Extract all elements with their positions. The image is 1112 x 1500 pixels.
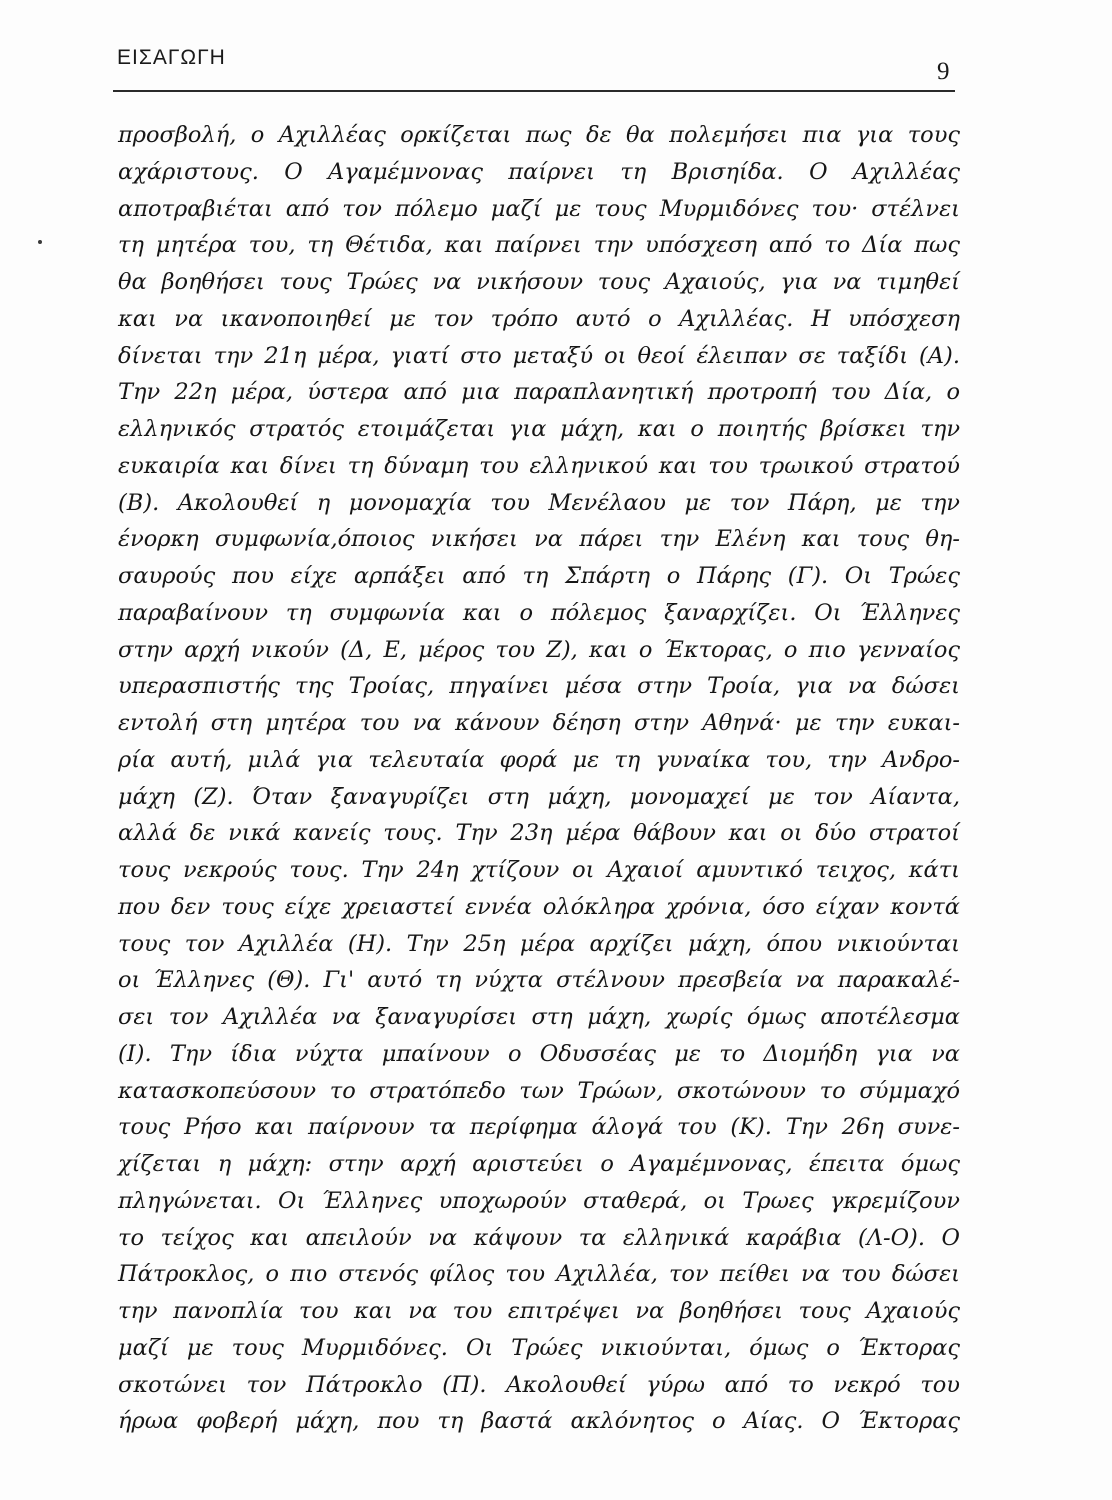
text-line: υπερασπιστής της Τροίας, πηγαίνει μέσα στην Τροία, για να δώσει	[118, 673, 960, 700]
text-line: που δεν τους είχε χρειαστεί εννέα ολόκληρα χρόνια, όσο είχαν κοντά	[118, 893, 960, 920]
text-line: κατασκοπεύσουν το στρατόπεδο των Τρώων, σκοτώνουν το σύμμαχό	[118, 1077, 960, 1104]
text-line: (Β). Ακολουθεί η μονομαχία του Μενέλαου με τον Πάρη, με την	[118, 489, 960, 516]
text-line: ένορκη συμφωνία,όποιος νικήσει να πάρει την Ελένη και τους θη-	[118, 526, 960, 553]
text-line: θα βοηθήσει τους Τρώες να νικήσουν τους Αχαιούς, για να τιμηθεί	[118, 269, 960, 295]
text-line: και να ικανοποιηθεί με τον τρόπο αυτό ο Αχιλλέας. Η υπόσχεση	[118, 305, 960, 332]
text-line: εντολή στη μητέρα του να κάνουν δέηση στην Αθηνά· με την ευκαι-	[118, 710, 960, 736]
text-line: σει τον Αχιλλέα να ξαναγυρίσει στη μάχη, χωρίς όμως αποτέλεσμα	[118, 1004, 960, 1030]
text-line: αχάριστους. Ο Αγαμέμνονας παίρνει τη Βρισηίδα. Ο Αχιλλέας	[118, 158, 960, 185]
text-line: Την 22η μέρα, ύστερα από μια παραπλανητική προτροπή του Δία, ο	[118, 379, 960, 406]
text-line: αλλά δε νικά κανείς τους. Την 23η μέρα θάβουν και οι δύο στρατοί	[118, 820, 960, 847]
text-line: σκοτώνει τον Πάτροκλο (Π). Ακολουθεί γύρω από το νεκρό του	[118, 1371, 960, 1398]
text-line: ευκαιρία και δίνει τη δύναμη του ελληνικού και του τρωικού στρατού	[118, 452, 960, 479]
text-line: οι Έλληνες (Θ). Γι' αυτό τη νύχτα στέλνουν πρεσβεία να παρακαλέ-	[118, 967, 960, 994]
text-line: το τείχος και απειλούν να κάψουν τα ελληνικά καράβια (Λ-Ο). Ο	[118, 1224, 960, 1251]
text-line: σαυρούς που είχε αρπάξει από τη Σπάρτη ο Πάρης (Γ). Οι Τρώες	[118, 563, 960, 589]
text-line: μαζί με τους Μυρμιδόνες. Οι Τρώες νικιούνται, όμως ο Έκτορας	[118, 1334, 960, 1361]
text-line: την πανοπλία του και να του επιτρέψει να βοηθήσει τους Αχαιούς	[118, 1298, 960, 1324]
text-line: μάχη (Ζ). Όταν ξαναγυρίζει στη μάχη, μονομαχεί με τον Αίαντα,	[118, 783, 960, 810]
stray-ink-dot	[38, 240, 42, 244]
body-text	[118, 117, 960, 1440]
text-line: τους νεκρούς τους. Την 24η χτίζουν οι Αχαιοί αμυντικό τειχος, κάτι	[118, 857, 960, 883]
text-line: ελληνικός στρατός ετοιμάζεται για μάχη, και ο ποιητής βρίσκει την	[118, 416, 960, 442]
header-rule	[113, 90, 955, 92]
text-line: τους Ρήσο και παίρνουν τα περίφημα άλογά του (Κ). Την 26η συνε-	[118, 1114, 960, 1141]
page-number: 9	[937, 58, 950, 85]
text-line: (Ι). Την ίδια νύχτα μπαίνουν ο Οδυσσέας με το Διομήδη για να	[118, 1040, 960, 1067]
text-line: προσβολή, ο Αχιλλέας ορκίζεται πως δε θα πολεμήσει πια για τους	[118, 122, 960, 148]
text-line: πληγώνεται. Οι Έλληνες υποχωρούν σταθερά, οι Τρωες γκρεμίζουν	[118, 1187, 960, 1214]
text-line: παραβαίνουν τη συμφωνία και ο πόλεμος ξαναρχίζει. Οι Έλληνες	[118, 599, 960, 626]
text-line: αποτραβιέται από τον πόλεμο μαζί με τους Μυρμιδόνες του· στέλνει	[118, 195, 960, 222]
text-line: χίζεται η μάχη: στην αρχή αριστεύει ο Αγαμέμνονας, έπειτα όμως	[118, 1151, 960, 1177]
text-line: ήρωα φοβερή μάχη, που τη βαστά ακλόνητος ο Αίας. Ο Έκτορας	[118, 1408, 960, 1435]
text-line: Πάτροκλος, ο πιο στενός φίλος του Αχιλλέα, τον πείθει να του δώσει	[118, 1261, 960, 1288]
text-line: στην αρχή νικούν (Δ, Ε, μέρος του Ζ), και ο Έκτορας, ο πιο γενναίος	[118, 636, 960, 663]
text-line: ρία αυτή, μιλά για τελευταία φορά με τη γυναίκα του, την Ανδρο-	[118, 746, 960, 773]
text-line: δίνεται την 21η μέρα, γιατί στο μεταξύ οι θεοί έλειπαν σε ταξίδι (Α).	[118, 342, 960, 369]
text-line: τους τον Αχιλλέα (Η). Την 25η μέρα αρχίζει μάχη, όπου νικιούνται	[118, 930, 960, 957]
running-title: ΕΙΣΑΓΩΓΗ	[117, 46, 226, 69]
text-line: τη μητέρα του, τη Θέτιδα, και παίρνει την υπόσχεση από το Δία πως	[118, 232, 960, 259]
